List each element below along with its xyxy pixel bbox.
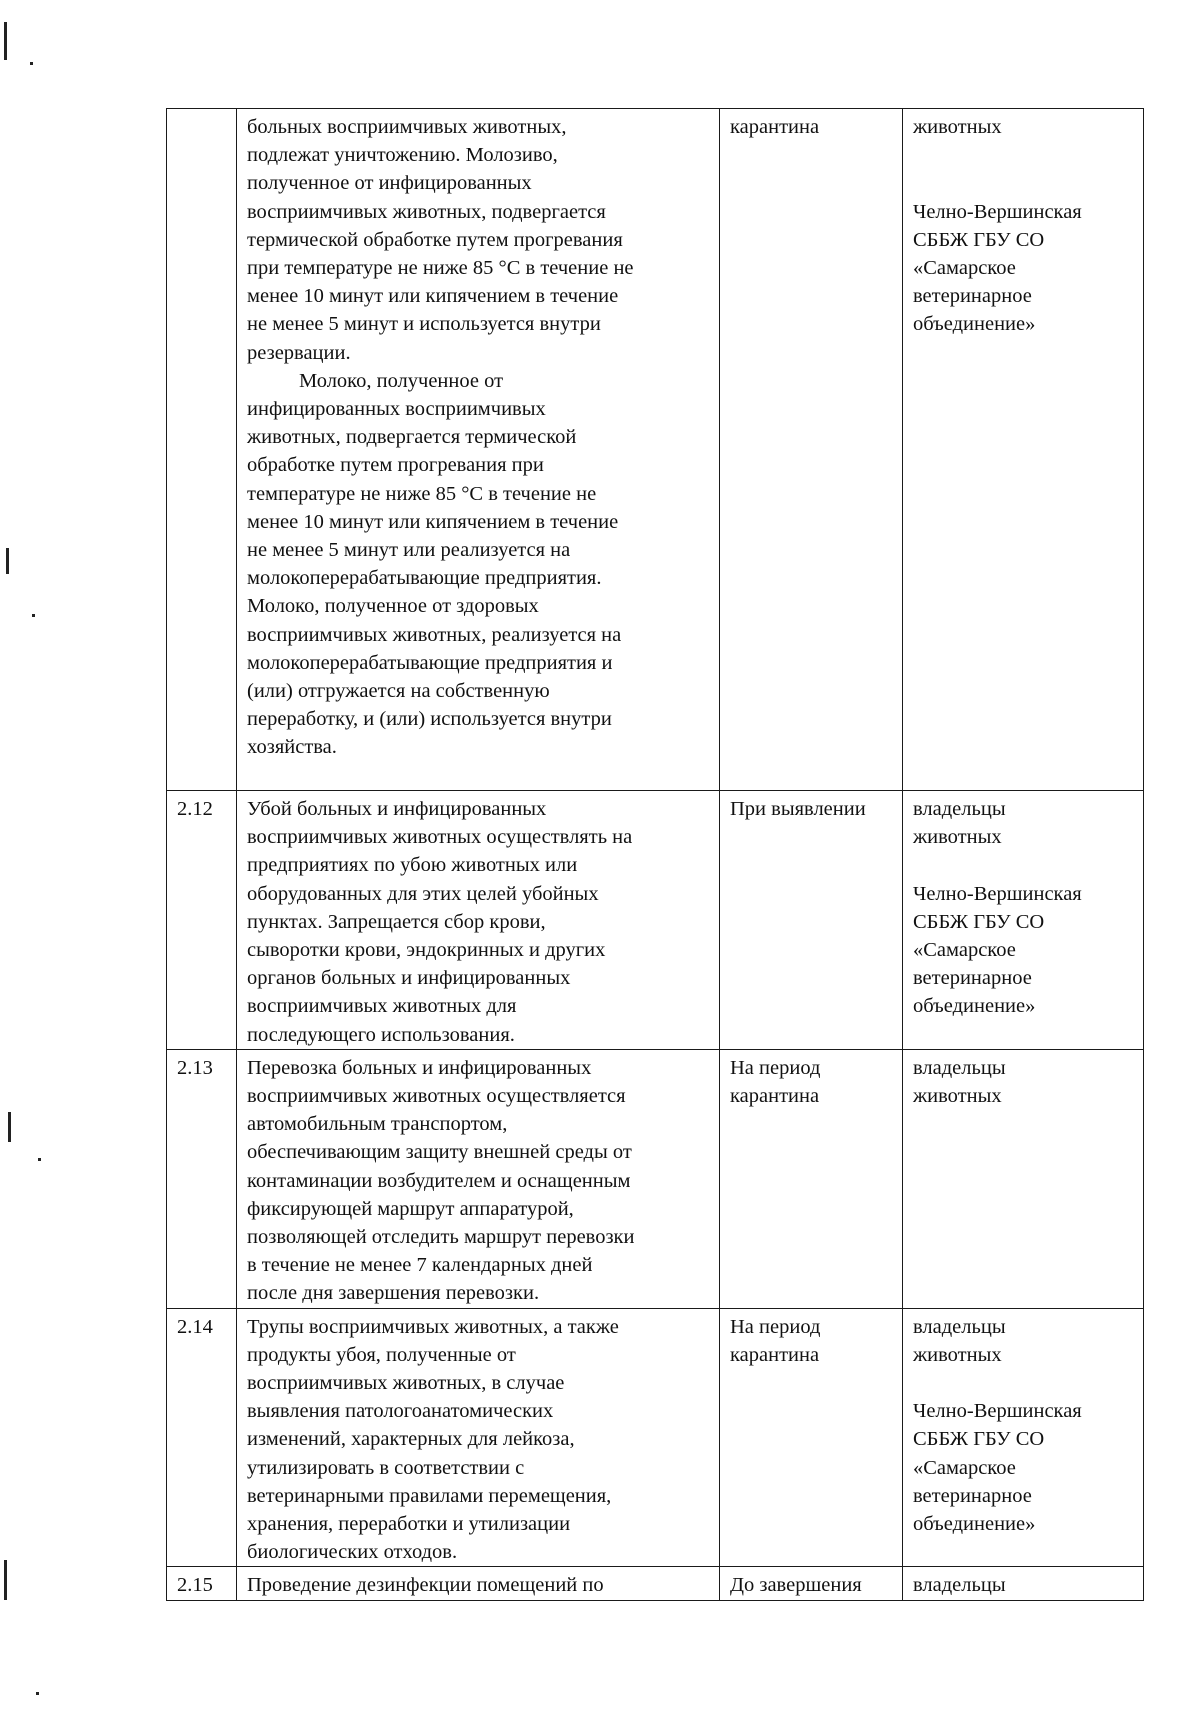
text-line: выявления патологоанатомических [247,1400,554,1423]
text-line: продукты убоя, полученные от [247,1343,516,1366]
text-line: термической обработке путем прогревания [247,228,623,251]
text-line: после дня завершения перевозки. [247,1282,540,1305]
text-line: ветеринарными правилами перемещения, [247,1484,612,1507]
text-line: оборудованных для этих целей убойных [247,882,599,905]
responsible-text: животных [913,1343,1002,1366]
responsible-text: ветеринарное [913,1484,1032,1507]
text-line: изменений, характерных для лейкоза, [247,1428,575,1451]
scan-edge-mark [8,1112,11,1142]
responsible-text: владельцы [913,1056,1006,1079]
text-line: фиксирующей маршрут аппаратурой, [247,1197,574,1220]
text-line: предприятиях по убою животных или [247,854,578,877]
table-row [167,1049,1144,1308]
responsible-text: объединение» [913,1513,1036,1536]
responsible-text: «Самарское [913,1456,1016,1479]
text-line: в течение не менее 7 календарных дней [247,1254,593,1277]
responsible-text: СББЖ ГБУ СО [913,910,1045,933]
text-line: восприимчивых животных, реализуется на [247,623,622,646]
text-line: Проведение дезинфекции помещений по [247,1574,604,1597]
measures-table [166,108,1144,1601]
text-line: последующего использования. [247,1023,515,1046]
period-cell [720,1049,903,1308]
responsible-text: СББЖ ГБУ СО [913,228,1045,251]
text-line: позволяющей отследить маршрут перевозки [247,1226,635,1249]
scan-edge-mark [36,1692,39,1695]
paragraph [247,795,711,1049]
text-line: Молоко, полученное от [299,369,504,392]
text-line: восприимчивых животных, подвергается [247,200,606,223]
paragraph [247,1054,711,1308]
responsible-cell [903,1567,1144,1600]
scan-edge-mark [4,1560,7,1600]
measure-description [237,1308,720,1567]
period-cell [720,109,903,791]
text-line: восприимчивых животных, в случае [247,1372,565,1395]
text-line: менее 10 минут или кипячением в течение [247,510,619,533]
scan-edge-mark [6,548,9,574]
text-line: животных, подвергается термической [247,426,577,449]
measure-description [237,791,720,1050]
responsible-text: Челно-Вершинская [913,200,1082,223]
text-line: менее 10 минут или кипячением в течение [247,285,619,308]
text-line: резервации. [247,341,351,364]
row-number: 2.14 [167,1308,237,1567]
period-text: карантина [730,1343,820,1366]
text-line: полученное от инфицированных [247,172,532,195]
measure-description [237,1567,720,1600]
period-cell [720,1567,903,1600]
responsible-text: ветеринарное [913,285,1032,308]
responsible-text: «Самарское [913,256,1016,279]
scan-edge-mark [4,22,7,60]
text-line: пунктах. Запрещается сбор крови, [247,910,546,933]
period-cell [720,1308,903,1567]
text-line: молокоперерабатывающие предприятия. [247,567,602,590]
period-text: При выявлении [730,798,866,820]
scan-edge-mark [32,614,35,617]
table-row [167,1567,1144,1600]
text-line: инфицированных восприимчивых [247,398,546,421]
text-line: хозяйства. [247,736,337,759]
responsible-text: СББЖ ГБУ СО [913,1428,1045,1451]
table-row [167,109,1144,791]
text-line: биологических отходов. [247,1541,458,1564]
period-text: карантина [730,116,820,138]
scan-edge-mark [30,62,33,65]
text-line: автомобильным транспортом, [247,1113,508,1136]
text-line: Трупы восприимчивых животных, а также [247,1315,619,1338]
period-cell [720,791,903,1050]
text-line: органов больных и инфицированных [247,967,571,990]
responsible-text: Челно-Вершинская [913,882,1082,905]
text-line: восприимчивых животных осуществлять на [247,826,633,849]
row-number: 2.15 [167,1567,237,1600]
row-number [167,109,237,791]
text-line: Перевозка больных и инфицированных [247,1056,592,1079]
paragraph [247,1571,711,1599]
responsible-text: владельцы [913,1315,1006,1338]
scan-edge-mark [38,1158,41,1161]
responsible-cell [903,1049,1144,1308]
text-line: обеспечивающим защиту внешней среды от [247,1141,632,1164]
text-line: контаминации возбудителем и оснащенным [247,1169,631,1192]
paragraph [247,1313,711,1567]
responsible-text: владельцы [913,798,1006,820]
text-line: Убой больных и инфицированных [247,798,547,820]
responsible-text: животных [913,826,1002,849]
paragraph [247,113,711,367]
text-line: обработке путем прогревания при [247,454,544,477]
text-line: не менее 5 минут или реализуется на [247,539,571,562]
text-line: утилизировать в соответствии с [247,1456,525,1479]
text-line: (или) отгружается на собственную [247,680,550,703]
row-number: 2.13 [167,1049,237,1308]
text-line: сыворотки крови, эндокринных и других [247,939,606,962]
responsible-cell [903,1308,1144,1567]
paragraph [247,367,711,395]
responsible-text: ветеринарное [913,967,1032,990]
period-text: На период [730,1056,821,1079]
text-line: Молоко, полученное от здоровых [247,595,539,618]
text-line: при температуре не ниже 85 °С в течение не [247,257,634,280]
responsible-text: Челно-Вершинская [913,1400,1082,1423]
text-line: хранения, переработки и утилизации [247,1513,571,1536]
responsible-text: объединение» [913,313,1036,336]
measure-description [237,109,720,791]
text-line: молокоперерабатывающие предприятия и [247,651,613,674]
table-row [167,791,1144,1050]
measure-description [237,1049,720,1308]
period-text: карантина [730,1085,820,1108]
row-number: 2.12 [167,791,237,1050]
responsible-text: животных [913,1085,1002,1108]
text-line: переработку, и (или) используется внутри [247,708,612,731]
responsible-text: «Самарское [913,939,1016,961]
text-line: восприимчивых животных осуществляется [247,1085,626,1108]
text-line: не менее 5 минут и используется внутри [247,313,601,336]
paragraph [247,395,711,762]
responsible-cell [903,109,1144,791]
period-text: До завершения [730,1574,862,1597]
responsible-cell [903,791,1144,1050]
responsible-text: владельцы [913,1574,1006,1597]
table-row [167,1308,1144,1567]
period-text: На период [730,1315,821,1338]
responsible-text: объединение» [913,995,1036,1018]
text-line: температуре не ниже 85 °С в течение не [247,482,597,505]
responsible-text: животных [913,116,1002,138]
text-line: восприимчивых животных для [247,995,517,1018]
text-line: подлежат уничтожению. Молозиво, [247,144,558,167]
text-line: больных восприимчивых животных, [247,116,567,138]
